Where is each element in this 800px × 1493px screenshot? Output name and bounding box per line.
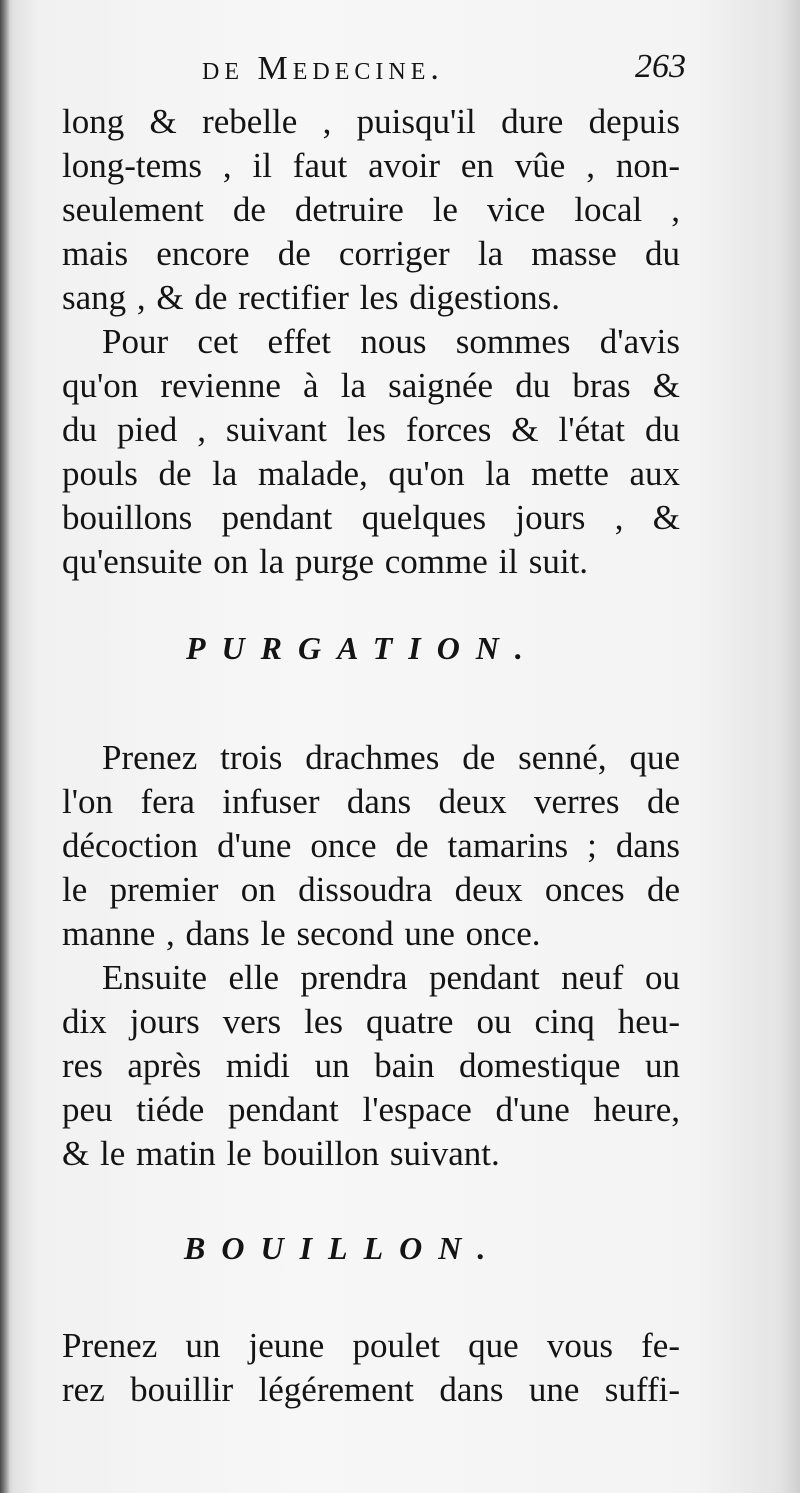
text-line: dix jours vers les quatre ou cinq heu- xyxy=(62,1002,680,1041)
running-head-title: de Medecine. xyxy=(202,50,444,87)
text-line: Ensuite elle prendra pendant neuf ou xyxy=(102,958,680,997)
section-heading-bouillon: BOUILLON. xyxy=(184,1230,502,1266)
text-line: peu tiéde pendant l'espace d'une heure, xyxy=(62,1090,680,1129)
paragraph-treatment xyxy=(62,320,680,584)
text-line: seulement de detruire le vice local , xyxy=(62,190,680,229)
text-line: le premier on dissoudra deux onces de xyxy=(62,870,680,909)
text-line: qu'ensuite on la purge comme il suit. xyxy=(62,542,589,581)
paragraph-bath-instructions xyxy=(62,956,680,1176)
text-line: res après midi un bain domestique un xyxy=(62,1046,680,1085)
text-line: mais encore de corriger la masse du xyxy=(62,234,680,273)
text-line: décoction d'une once de tamarins ; dans xyxy=(62,826,680,865)
binding-shadow xyxy=(0,0,10,1493)
page-number: 263 xyxy=(635,48,686,85)
text-line: pouls de la malade, qu'on la mette aux xyxy=(62,454,680,493)
text-line: du pied , suivant les forces & l'état du xyxy=(62,410,680,449)
text-line: Prenez un jeune poulet que vous fe- xyxy=(62,1326,680,1365)
text-line: sang , & de rectifier les digestions. xyxy=(62,278,560,317)
book-page xyxy=(62,48,686,1412)
text-line: long & rebelle , puisqu'il dure depuis xyxy=(62,102,680,141)
paragraph-purgation-recipe xyxy=(62,736,680,956)
text-line: Pour cet effet nous sommes d'avis xyxy=(102,322,680,361)
paragraph-bouillon-recipe xyxy=(62,1324,680,1412)
text-line: qu'on revienne à la saignée du bras & xyxy=(62,366,680,405)
text-line: long-tems , il faut avoir en vûe , non- xyxy=(62,146,680,185)
text-line: l'on fera infuser dans deux verres de xyxy=(62,782,680,821)
text-line: rez bouillir légérement dans une suffi- xyxy=(62,1370,680,1409)
text-line: Prenez trois drachmes de senné, que xyxy=(102,738,680,777)
running-head xyxy=(62,48,686,96)
paragraph-continuation xyxy=(62,100,680,320)
text-line: manne , dans le second une once. xyxy=(62,914,541,953)
text-line: & le matin le bouillon suivant. xyxy=(62,1134,500,1173)
text-line: bouillons pendant quelques jours , & xyxy=(62,498,680,537)
section-heading-purgation: PURGATION. xyxy=(186,630,539,666)
